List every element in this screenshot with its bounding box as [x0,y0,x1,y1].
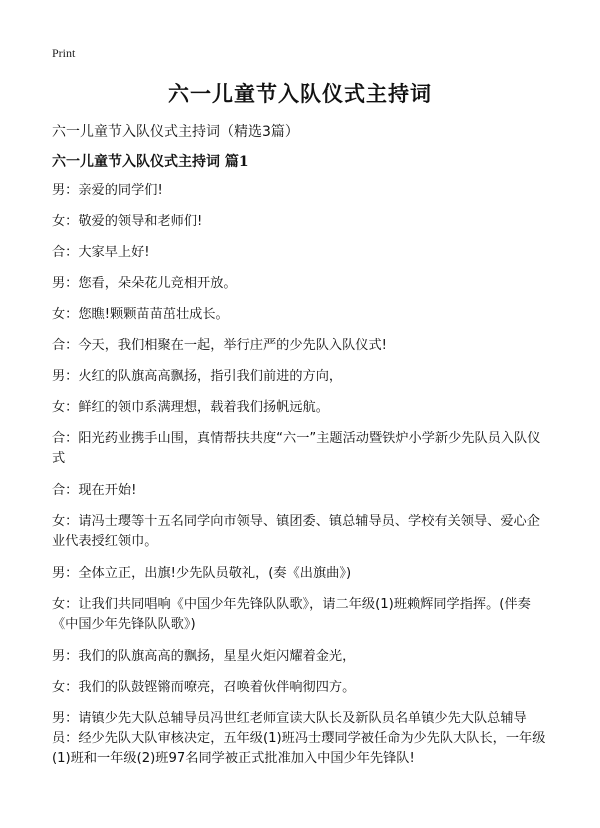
script-line: 女：鲜红的领巾系满理想，载着我们扬帆远航。 [52,400,329,415]
page-title: 六一儿童节入队仪式主持词 [168,81,432,106]
script-line: 男：火红的队旗高高飘扬，指引我们前进的方向， [52,369,343,384]
script-line: 合：大家早上好! [52,245,150,260]
script-line: 男：请镇少先大队总辅导员冯世红老师宣读大队长及新队员名单镇少先大队总辅导员：经少先队大队审核决定，五年级(1)班冯士璎同学被任命为少先队大队长，一年级(1)班和一年级(2)班97名同学被正式批准加入中国少年先锋队! [52,711,546,766]
script-line: 男：全体立正，出旗!少先队员敬礼，(奏《出旗曲》) [52,566,352,581]
script-line: 女：请冯士璎等十五名同学向市领导、镇团委、镇总辅导员、学校有关领导、爱心企业代表授红领巾。 [52,514,540,549]
script-line: 女：让我们共同唱响《中国少年先锋队队歌》，请二年级(1)班赖辉同学指挥。(伴奏《中国少年先锋队队歌》) [52,597,531,632]
script-line: 男：亲爱的同学们! [52,183,163,198]
script-line: 合：今天，我们相聚在一起，举行庄严的少先队入队仪式! [52,338,387,353]
script-line: 男：我们的队旗高高的飘扬，星星火炬闪耀着金光， [52,649,356,664]
document-subtitle: 六一儿童节入队仪式主持词（精选3篇） [52,124,299,140]
print-label: Print [52,46,76,60]
script-line: 女：您瞧!颗颗苗苗茁壮成长。 [52,307,229,322]
section-heading: 六一儿童节入队仪式主持词 篇1 [52,154,249,170]
script-line: 合：阳光药业携手山围，真情帮扶共度“六一”主题活动暨铁炉小学新少先队员入队仪式 [52,431,541,466]
script-line: 男：您看，朵朵花儿竞相开放。 [52,276,237,291]
script-line: 女：敬爱的领导和老师们! [52,214,203,229]
script-lines [52,181,552,780]
script-line: 女：我们的队鼓铿锵而嘹亮，召唤着伙伴响彻四方。 [52,680,356,695]
script-line: 合：现在开始! [52,483,137,498]
